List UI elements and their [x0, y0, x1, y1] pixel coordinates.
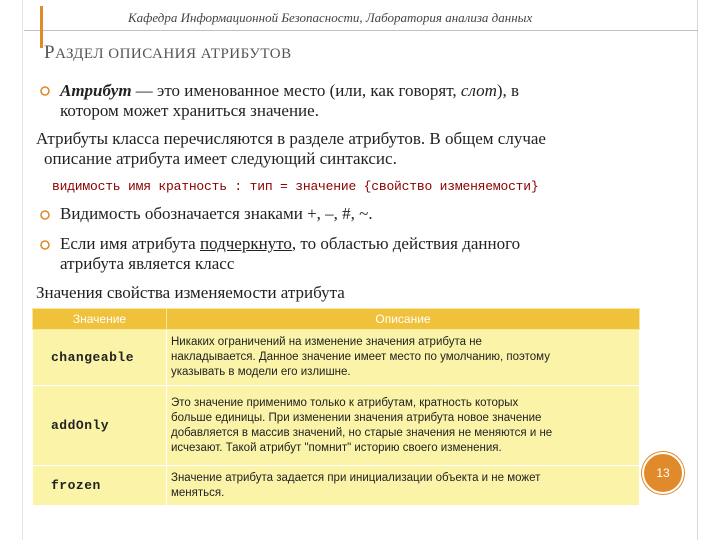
table-row	[33, 330, 640, 386]
accent-bar	[40, 6, 43, 48]
desc-line: указывать в модели его излишне.	[171, 366, 351, 378]
desc-line: Никаких ограничений на изменение значения атрибута не	[171, 336, 482, 348]
bullet1-text-b: ), в	[496, 81, 520, 100]
paragraph-syntax-intro	[36, 129, 686, 169]
desc-line: больше единицы. При изменении значения атрибута новое значение	[171, 411, 542, 424]
left-border-line	[22, 0, 23, 540]
desc-line: меняться.	[171, 486, 225, 499]
header-rule	[24, 30, 698, 31]
page-number-badge: 13	[642, 452, 684, 494]
bullet3-line2: атрибута является класс	[60, 254, 235, 273]
cell-description	[167, 330, 640, 386]
header-department: Кафедра Информационной Безопасности, Лаборатория анализа данных	[128, 10, 533, 25]
title-rest: АЗДЕЛ ОПИСАНИЯ АТРИБУТОВ	[55, 46, 292, 62]
bullet-visibility: Видимость обозначается знаками +, –, #, ~.	[60, 204, 373, 223]
para1-line1: Атрибуты класса перечисляются в разделе атрибутов. В общем случае	[36, 129, 546, 148]
para1-line2: описание атрибута имеет следующий синтаксис.	[44, 149, 397, 168]
bullet-attribute-definition	[60, 81, 680, 121]
bullet-icon	[40, 210, 50, 220]
bullet1-text-a: — это именованное место (или, как говорят,	[131, 81, 461, 100]
table-row	[33, 386, 640, 466]
desc-line: исчезают. Такой атрибут "помнит" историю своего изменения.	[171, 441, 502, 454]
bullet3-text-a: Если имя атрибута	[60, 234, 200, 253]
cell-description	[167, 386, 640, 466]
syntax-line: видимость имя кратность : тип = значение {свойство изменяемости}	[52, 179, 539, 194]
table-row	[33, 466, 640, 506]
term-slot: слот	[460, 81, 497, 100]
cell-description	[167, 466, 640, 506]
desc-line: Это значение применимо только к атрибутам, кратность которых	[171, 396, 519, 409]
term-underlined: подчеркнуто	[199, 234, 292, 253]
cell-value: addOnly	[33, 386, 167, 466]
term-attribute: Атрибут	[60, 81, 132, 100]
desc-line: Значение атрибута задается при инициализации объекта и не может	[171, 471, 541, 484]
table-header-row	[33, 309, 640, 330]
desc-line: накладывается. Данное значение имеет место по умолчанию, поэтому	[171, 351, 550, 363]
slide-title	[44, 42, 292, 64]
cell-value: changeable	[33, 330, 167, 386]
column-header-description: Описание	[167, 309, 640, 330]
bullet-icon	[40, 86, 50, 96]
bullet1-line2: котором может храниться значение.	[60, 101, 319, 120]
right-border-line	[697, 0, 698, 540]
cell-value: frozen	[33, 466, 167, 506]
mutability-table	[32, 308, 640, 506]
bullet-class-scope	[60, 234, 680, 274]
bullet3-text-b: , то областью действия данного	[291, 234, 521, 253]
column-header-value: Значение	[33, 309, 167, 330]
paragraph-mutability-values: Значения свойства изменяемости атрибута	[36, 283, 345, 302]
bullet-icon	[40, 240, 50, 250]
desc-line: добавляется в массив значений, но старые значения не меняются и не	[171, 426, 553, 439]
title-initial: Р	[44, 42, 56, 63]
